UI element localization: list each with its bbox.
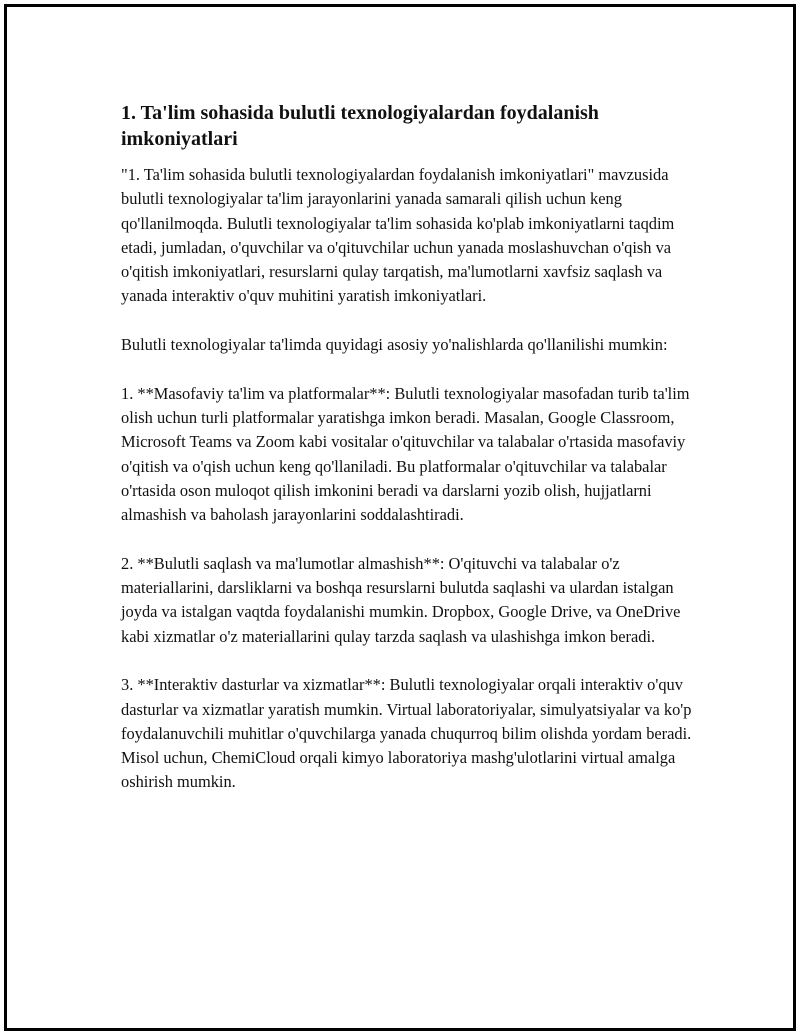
paragraph-directions-lead: Bulutli texnologiyalar ta'limda quyidagi asosiy yo'nalishlarda qo'llanilishi mumkin:	[121, 335, 668, 355]
paragraph-item-3: 3. **Interaktiv dasturlar va xizmatlar**: Bulutli texnologiyalar orqali interaktiv o'quv dasturlar va xizmatlar yaratish mumkin. Virtual laboratoriyalar, simulyatsiyalar va ko'p foydalanuvchili muhitlar o'quvchilarga yanada chuqurroq bilim olishda yordam beradi. Misol uchun, ChemiCloud orqali kimyo laboratoriya mashg'ulotlarini virtual amalga oshirish mumkin.	[121, 675, 692, 792]
document-title: 1. Ta'lim sohasida bulutli texnologiyalardan foydalanish imkoniyatlari	[121, 102, 599, 150]
page-border	[4, 4, 796, 1031]
paragraph-intro: "1. Ta'lim sohasida bulutli texnologiyalardan foydalanish imkoniyatlari" mavzusida bulutli texnologiyalar ta'lim jarayonlarini yanada samarali qilish uchun keng qo'llanilmoqda. Bulutli texnologiyalar ta'lim sohasida ko'plab imkoniyatlarni taqdim etadi, jumladan, o'quvchilar va o'qituvchilar uchun yanada moslashuvchan o'qish va o'qitish imkoniyatlari, resurslarni qulay tarqatish, ma'lumotlarni xavfsiz saqlash va yanada interaktiv o'quv muhitini yaratish imkoniyatlari.	[121, 165, 675, 306]
paragraph-item-1: 1. **Masofaviy ta'lim va platformalar**: Bulutli texnologiyalar masofadan turib ta'lim olish uchun turli platformalar yaratishga imkon beradi. Masalan, Google Classroom, Microsoft Teams va Zoom kabi vositalar o'qituvchilar va talabalar o'rtasida masofaviy o'qitish va o'qish uchun keng qo'llaniladi. Bu platformalar o'qituvchilar va talabalar o'rtasida oson muloqot qilish imkonini beradi va darslarni yozib olish, hujjatlarni almashish va baholash jarayonlarini soddalashtiradi.	[121, 383, 690, 525]
document-body	[121, 100, 711, 795]
paragraph-item-2: 2. **Bulutli saqlash va ma'lumotlar almashish**: O'qituvchi va talabalar o'z materiallarini, darsliklarni va boshqa resurslarni bulutda saqlashi va ulardan istalgan joyda va istalgan vaqtda foydalanishi mumkin. Dropbox, Google Drive, va OneDrive kabi xizmatlar o'z materiallarini qulay tarzda saqlash va ulashishga imkon beradi.	[121, 553, 681, 646]
